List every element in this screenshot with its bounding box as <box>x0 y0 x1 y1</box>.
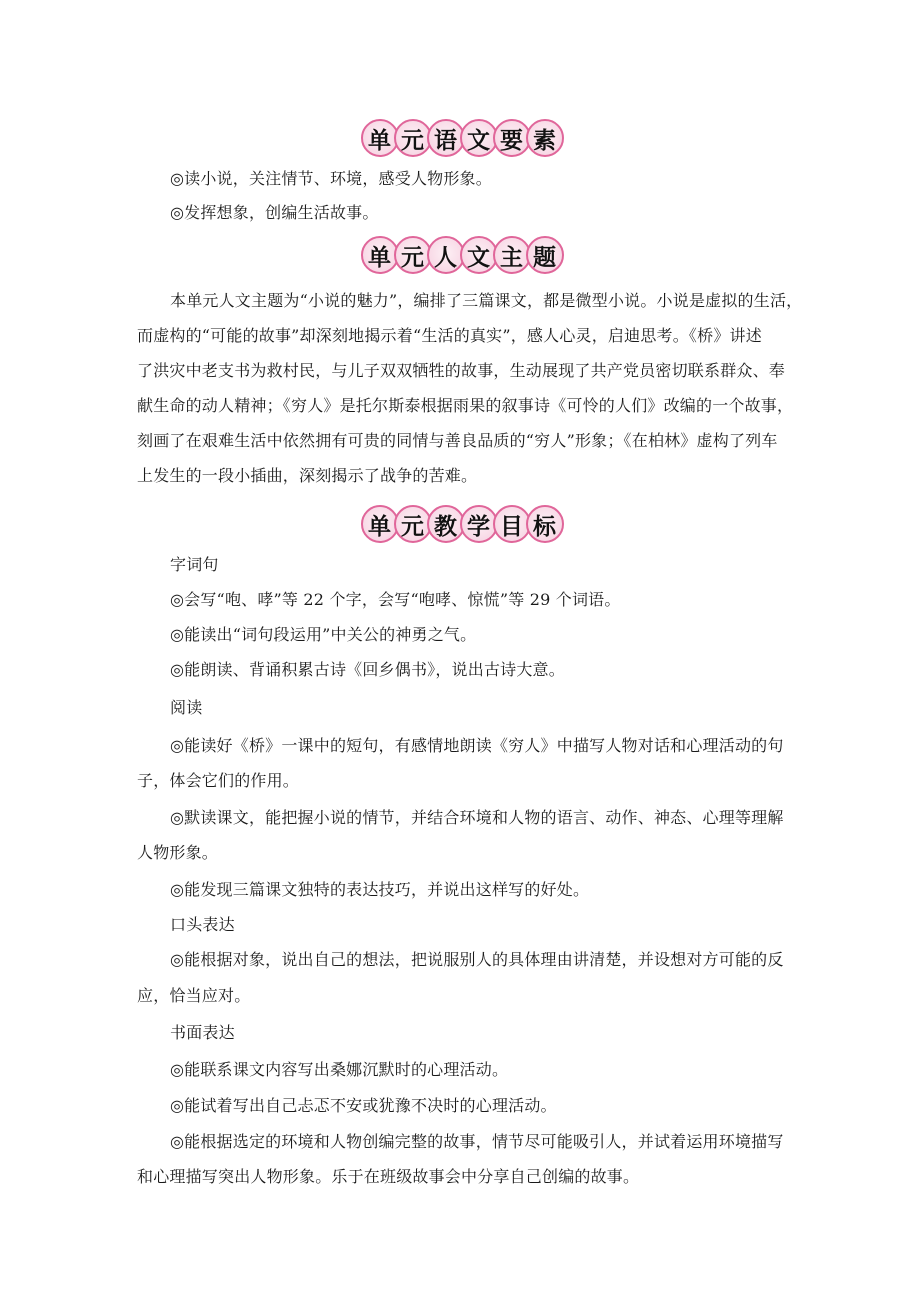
objective-line: 子，体会它们的作用。 <box>137 771 300 790</box>
badge-char: 教 <box>427 505 465 543</box>
objective-line: ◎默读课文，能把握小说的情节，并结合环境和人物的语言、动作、神态、心理等理解 <box>170 808 784 827</box>
badge-char: 人 <box>427 236 465 274</box>
title-badge <box>361 119 564 157</box>
title-badge <box>361 236 564 274</box>
body-line: 献生命的动人精神；《穷人》是托尔斯泰根据雨果的叙事诗《可怜的人们》改编的一个故事， <box>137 396 794 415</box>
badge-char: 元 <box>394 505 432 543</box>
section-title-humanistic-theme <box>137 236 787 274</box>
badge-char: 文 <box>460 236 498 274</box>
objective-line: ◎能发现三篇课文独特的表达技巧，并说出这样写的好处。 <box>170 880 590 899</box>
body-line: 刻画了在艰难生活中依然拥有可贵的同情与善良品质的“穷人”形象；《在柏林》虚构了列车 <box>137 431 778 450</box>
objective-line: 应，恰当应对。 <box>137 986 251 1005</box>
subheading-oral-expression: 口头表达 <box>170 915 235 934</box>
badge-char: 题 <box>526 236 564 274</box>
badge-char: 主 <box>493 236 531 274</box>
badge-char: 学 <box>460 505 498 543</box>
badge-char: 单 <box>361 119 399 157</box>
badge-char: 文 <box>460 119 498 157</box>
objective-line: ◎能根据选定的环境和人物创编完整的故事，情节尽可能吸引人，并试着运用环境描写 <box>170 1132 784 1151</box>
body-line: 本单元人文主题为“小说的魅力”，编排了三篇课文，都是微型小说。小说是虚拟的生活， <box>170 291 803 310</box>
subheading-words-sentences: 字词句 <box>170 555 219 574</box>
objective-line: ◎能读出“词句段运用”中关公的神勇之气。 <box>170 625 477 644</box>
body-line: ◎读小说，关注情节、环境，感受人物形象。 <box>170 169 492 188</box>
section-title-teaching-objectives <box>137 505 787 543</box>
badge-char: 素 <box>526 119 564 157</box>
badge-char: 要 <box>493 119 531 157</box>
body-line: 上发生的一段小插曲，深刻揭示了战争的苦难。 <box>137 466 478 485</box>
section-title-language-elements <box>137 119 787 157</box>
subheading-written-expression: 书面表达 <box>170 1023 235 1042</box>
body-line: 而虚构的“可能的故事”却深刻地揭示着“生活的真实”，感人心灵，启迪思考。《桥》讲述 <box>137 326 762 345</box>
badge-char: 单 <box>361 236 399 274</box>
objective-line: ◎能根据对象，说出自己的想法，把说服别人的具体理由讲清楚，并设想对方可能的反 <box>170 950 784 969</box>
objective-line: ◎能试着写出自己忐忑不安或犹豫不决时的心理活动。 <box>170 1096 557 1115</box>
badge-char: 语 <box>427 119 465 157</box>
badge-char: 标 <box>526 505 564 543</box>
objective-line: ◎能联系课文内容写出桑娜沉默时的心理活动。 <box>170 1060 509 1079</box>
body-line: 了洪灾中老支书为救村民，与儿子双双牺牲的故事，生动展现了共产党员密切联系群众、奉 <box>137 361 786 380</box>
subheading-reading: 阅读 <box>170 698 203 717</box>
badge-char: 元 <box>394 119 432 157</box>
objective-line: ◎能朗读、背诵积累古诗《回乡偶书》，说出古诗大意。 <box>170 660 565 679</box>
objective-line: ◎能读好《桥》一课中的短句，有感情地朗读《穷人》中描写人物对话和心理活动的句 <box>170 736 784 755</box>
badge-char: 元 <box>394 236 432 274</box>
title-badge <box>361 505 564 543</box>
objective-line: 人物形象。 <box>137 843 219 862</box>
badge-char: 单 <box>361 505 399 543</box>
badge-char: 目 <box>493 505 531 543</box>
objective-line: ◎会写“咆、哮”等 22 个字，会写“咆哮、惊慌”等 29 个词语。 <box>170 590 621 609</box>
body-line: ◎发挥想象，创编生活故事。 <box>170 203 379 222</box>
objective-line: 和心理描写突出人物形象。乐于在班级故事会中分享自己创编的故事。 <box>137 1167 640 1186</box>
